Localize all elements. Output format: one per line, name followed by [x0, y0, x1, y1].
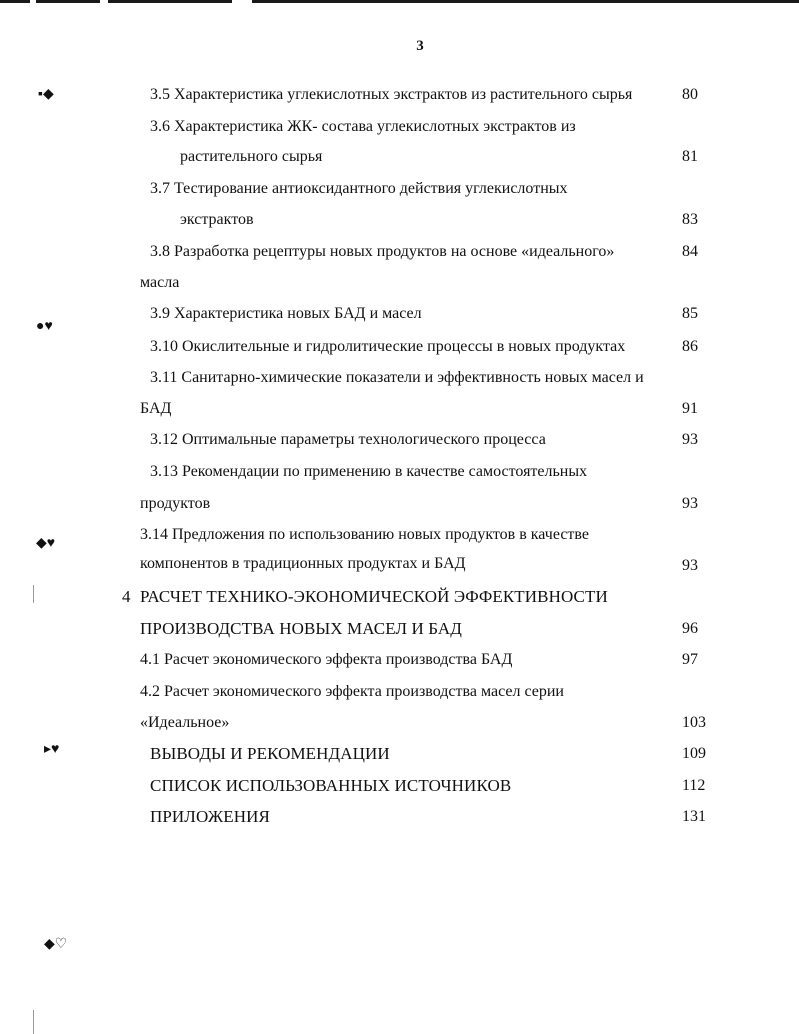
scan-top-border — [0, 0, 799, 3]
scan-gap — [100, 0, 108, 3]
toc-entry-page: 93 — [682, 431, 698, 448]
hole-punch-mark-icon: ▸♥ — [44, 742, 60, 757]
scan-gap — [30, 0, 36, 3]
toc-entry-continuation: продуктов — [140, 495, 211, 512]
toc-entry-page: 84 — [682, 243, 698, 260]
toc-entry-title: ПРИЛОЖЕНИЯ — [150, 807, 270, 826]
scan-margin-mark — [33, 1010, 34, 1034]
toc-entry-page: 86 — [682, 338, 698, 355]
toc-entry-title: 3.8 Разработка рецептуры новых продуктов на основе «идеального» — [150, 243, 615, 260]
toc-entry-continuation: растительного сырья — [180, 148, 323, 165]
toc-entry-title: ВЫВОДЫ И РЕКОМЕНДАЦИИ — [150, 744, 390, 763]
toc-entry-page: 81 — [682, 148, 698, 165]
hole-punch-mark-icon: ●♥ — [36, 319, 53, 334]
toc-entry-title: 3.7 Тестирование антиоксидантного действия углекислотных — [150, 180, 568, 197]
toc-entry-continuation: масла — [140, 274, 180, 291]
toc-entry-title: 4.1 Расчет экономического эффекта производства БАД — [140, 651, 513, 668]
toc-entry-title: 3.13 Рекомендации по применению в качестве самостоятельных — [150, 463, 588, 480]
toc-entry-title: 3.12 Оптимальные параметры технологического процесса — [150, 431, 546, 448]
toc-entry-title: 3.10 Окислительные и гидролитические процессы в новых продуктах — [150, 338, 626, 355]
toc-entry-page: 93 — [682, 495, 698, 512]
toc-entry-page: 85 — [682, 305, 698, 322]
toc-entry-continuation: компонентов в традиционных продуктах и БАД — [140, 555, 466, 572]
toc-entry-page: 80 — [682, 86, 698, 103]
toc-entry-page: 109 — [682, 745, 706, 762]
hole-punch-mark-icon: ◆♡ — [44, 937, 68, 952]
toc-entry-page: 83 — [682, 211, 698, 228]
toc-entry-title: 3.6 Характеристика ЖК- состава углекислотных экстрактов из — [150, 118, 576, 135]
hole-punch-mark-icon: ▪◆ — [38, 87, 54, 102]
toc-entry-title: 3.14 Предложения по использованию новых продуктов в качестве — [140, 526, 589, 543]
toc-entry-continuation: ПРОИЗВОДСТВА НОВЫХ МАСЕЛ И БАД — [140, 619, 462, 638]
toc-entry-page: 131 — [682, 808, 706, 825]
toc-entry-title: 3.5 Характеристика углекислотных экстрактов из растительного сырья — [150, 86, 633, 103]
toc-entry-continuation: экстрактов — [180, 211, 254, 228]
toc-entry-page: 91 — [682, 400, 698, 417]
toc-entry-title: РАСЧЕТ ТЕХНИКО-ЭКОНОМИЧЕСКОЙ ЭФФЕКТИВНОСТИ — [140, 587, 608, 606]
page-number: 3 — [416, 38, 424, 54]
toc-section-number: 4 — [122, 587, 131, 606]
toc-entry-title: 3.11 Санитарно-химические показатели и эффективность новых масел и — [150, 369, 644, 386]
toc-entry-title: 4.2 Расчет экономического эффекта производства масел серии — [140, 683, 564, 700]
scan-gap — [232, 0, 252, 3]
toc-entry-page: 103 — [682, 714, 706, 731]
scan-margin-mark — [33, 585, 34, 603]
toc-entry-page: 112 — [682, 777, 706, 794]
toc-entry-continuation: «Идеальное» — [140, 714, 230, 731]
hole-punch-mark-icon: ◆♥ — [36, 536, 56, 551]
toc-entry-continuation: БАД — [140, 400, 172, 417]
toc-entry-title: 3.9 Характеристика новых БАД и масел — [150, 305, 422, 322]
toc-entry-page: 97 — [682, 651, 698, 668]
toc-entry-page: 93 — [682, 557, 698, 574]
toc-entry-page: 96 — [682, 620, 698, 637]
toc-entry-title: СПИСОК ИСПОЛЬЗОВАННЫХ ИСТОЧНИКОВ — [150, 776, 512, 795]
